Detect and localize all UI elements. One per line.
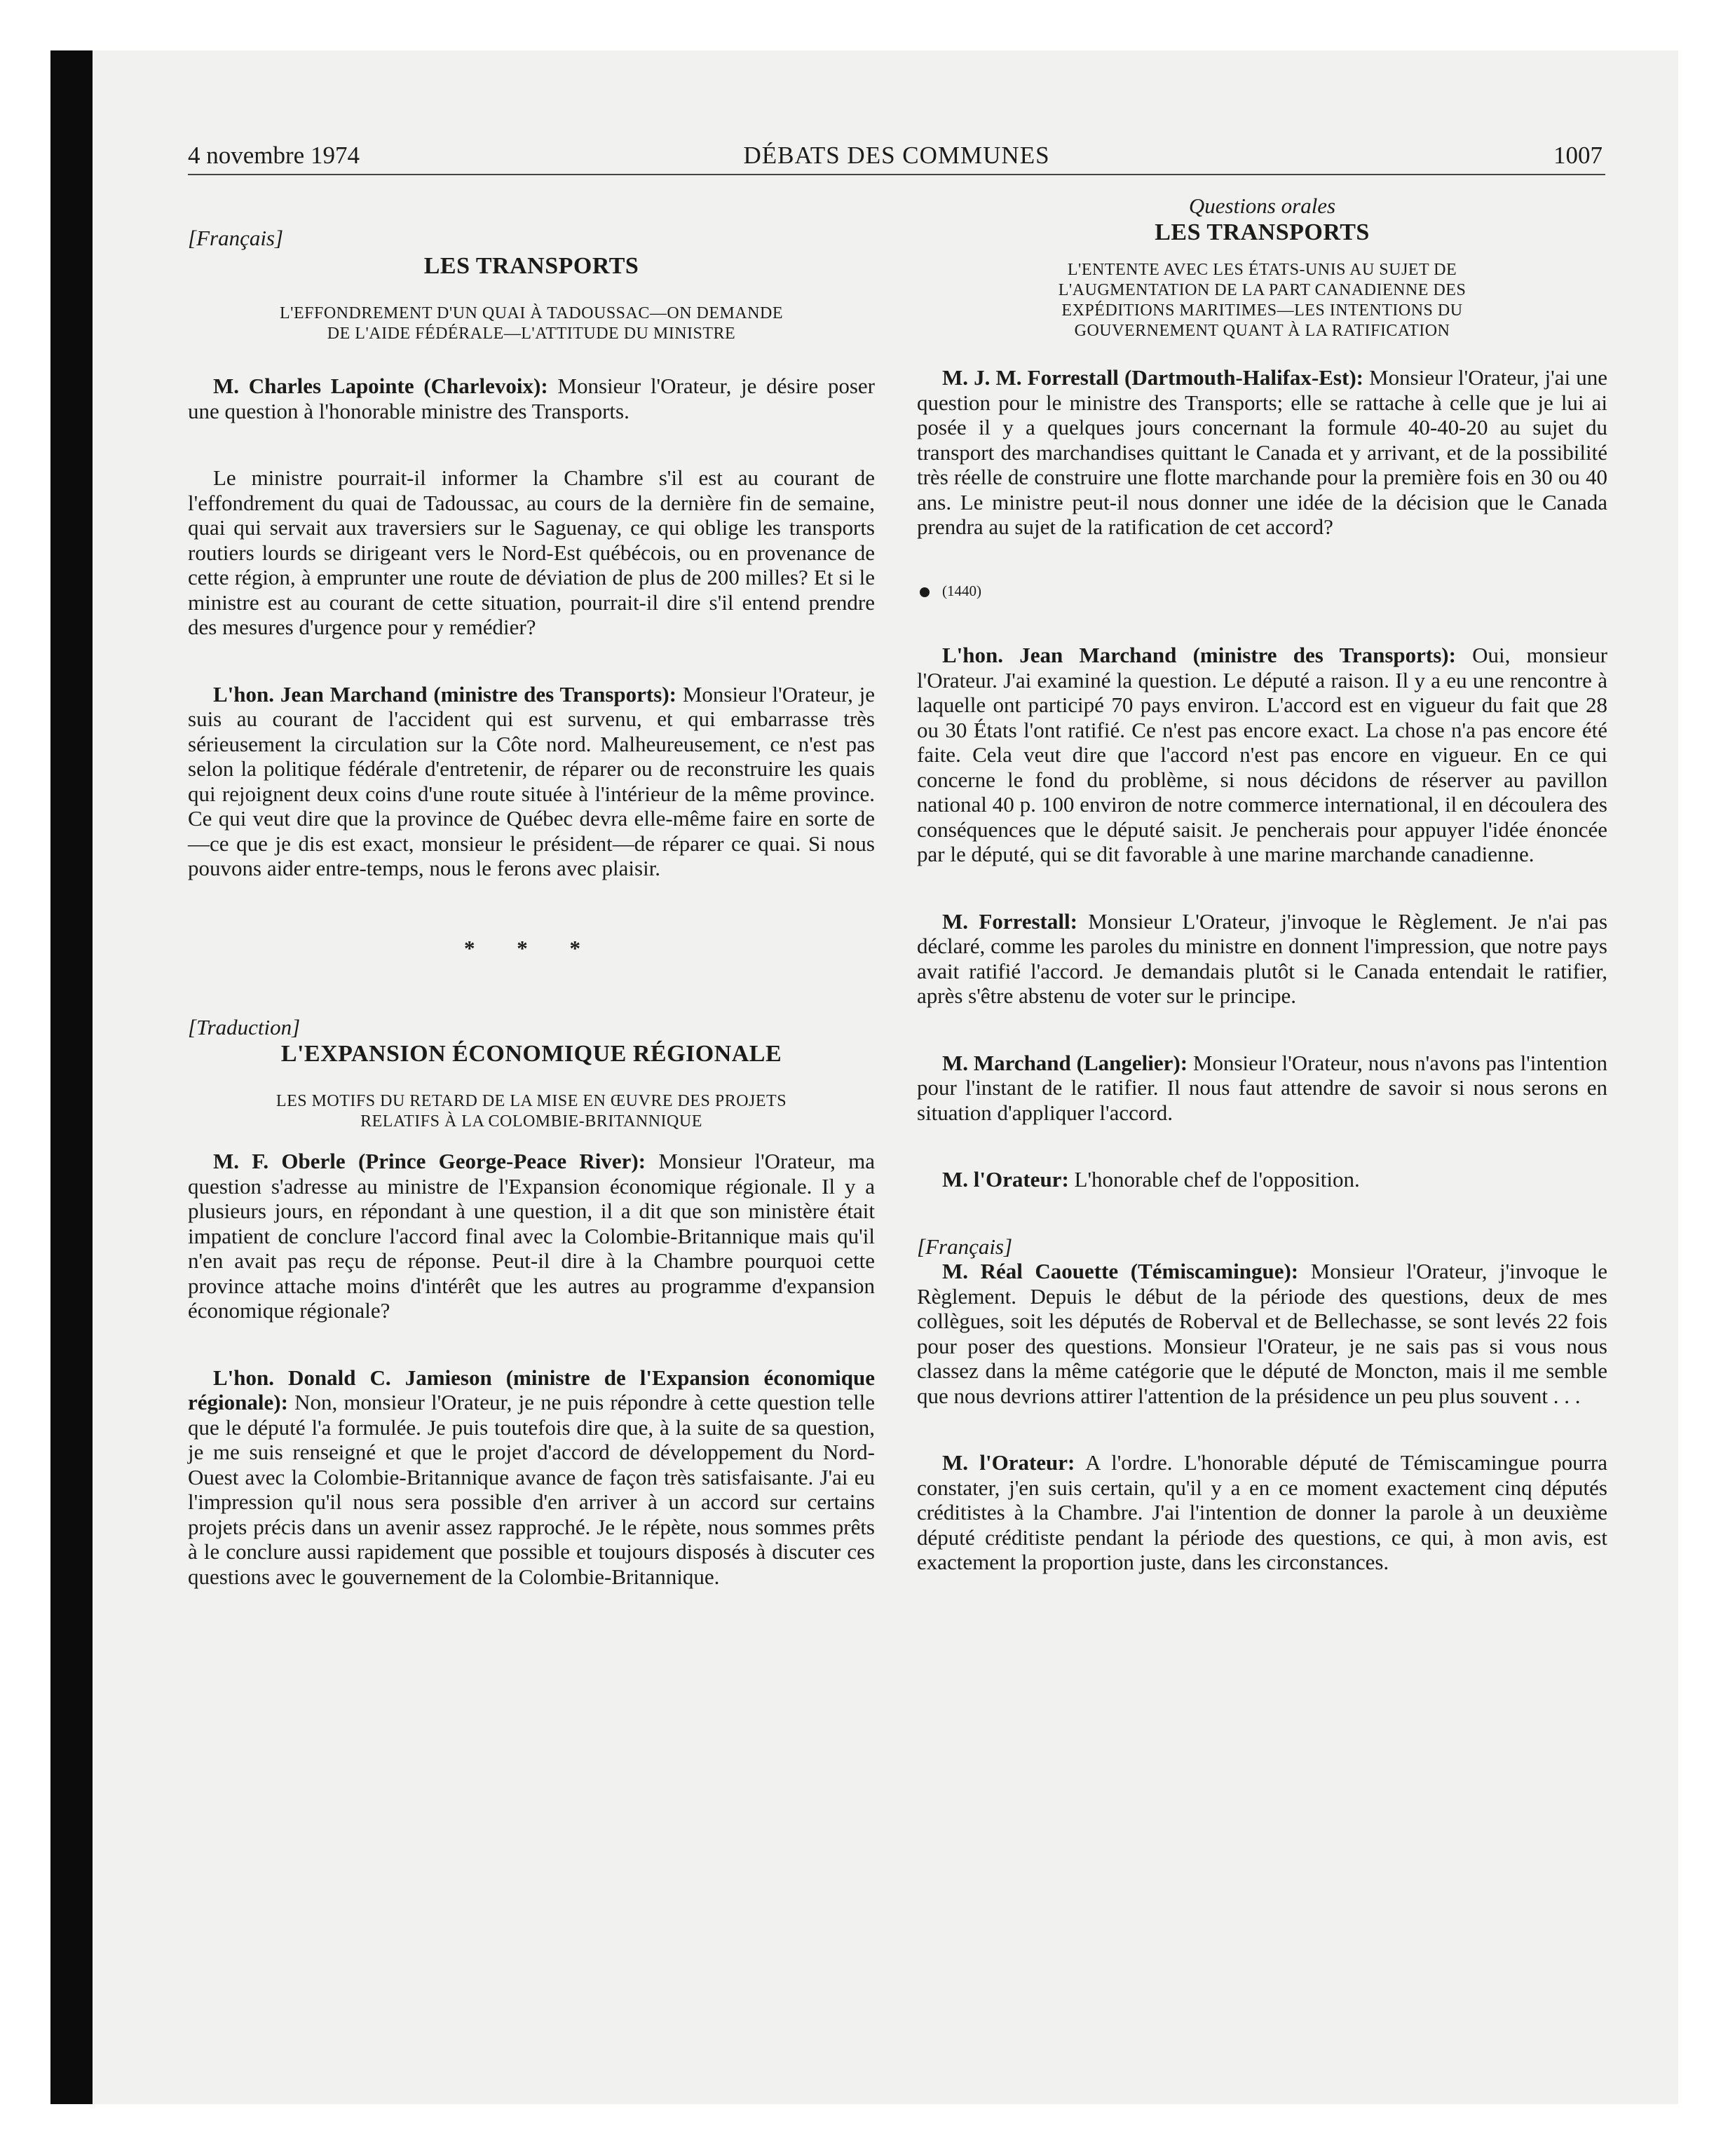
section-separator: * * * bbox=[464, 935, 599, 960]
page-header bbox=[188, 137, 1605, 175]
speaker-name: M. Marchand (Langelier): bbox=[942, 1050, 1188, 1075]
subtitle-line: LES MOTIFS DU RETARD DE LA MISE EN ŒUVRE DES PROJETS bbox=[275, 1092, 787, 1110]
subtitle-line: RELATIFS À LA COLOMBIE-BRITANNIQUE bbox=[360, 1112, 702, 1131]
speech-paragraph bbox=[917, 1450, 1607, 1575]
speaker-name: M. F. Oberle (Prince George-Peace River): bbox=[213, 1149, 646, 1173]
subtitle-line: DE L'AIDE FÉDÉRALE—L'ATTITUDE DU MINISTRE bbox=[327, 325, 736, 343]
time-stamp-text: (1440) bbox=[942, 582, 981, 599]
speech-paragraph bbox=[917, 1051, 1607, 1126]
subtitle-line: L'ENTENTE AVEC LES ÉTATS-UNIS AU SUJET DE bbox=[1067, 261, 1457, 279]
left-column bbox=[188, 188, 875, 1589]
speech-text: Monsieur l'Orateur, ma question s'adresse au ministre de l'Expansion économique régionale. Il y a plusieurs jours, en répondant à une question, il a dit que son ministère était impatient de conclure l'accord final avec la Colombie-Britannique mais qu'il n'en avait pas reçu de réponse. Peut-il dire à la Chambre pourquoi cette province attache moins d'intérêt que les autres au programme d'expansion économique régionale? bbox=[188, 1149, 875, 1323]
speech-text: Monsieur l'Orateur, j'ai une question pour le ministre des Transports; elle se rattache à celle que je lui ai posée il y a quelques jours concernant la formule 40-40-20 au sujet du transport des marchandises quittant le Canada et y arrivant, et de la possibilité très réelle de construire une flotte marchande pour la première fois en 30 ou 40 ans. Le ministre peut-il nous donner une idée de la décision que le Canada prendra au sujet de la ratification de cet accord? bbox=[917, 365, 1607, 539]
subtitle-line: EXPÉDITIONS MARITIMES—LES INTENTIONS DU bbox=[1061, 301, 1463, 320]
speech-text: Le ministre pourrait-il informer la Chambre s'il est au courant de l'effondrement du quai de Tadoussac, au cours de la dernière fin de semaine, quai qui servait aux traversiers sur le Saguenay, ce qui oblige les transports routiers lourds se dirigeant vers le Nord-Est québécois, ou en provenance de cette région, à emprunter une route de déviation de plus de 200 milles? Et si le ministre est au courant de cette situation, pourrait-il dire s'il entend prendre des mesures d'urgence pour y remédier? bbox=[188, 465, 875, 639]
speech-text: Oui, monsieur l'Orateur. J'ai examiné la question. Le député a raison. Il y a eu une rencontre à laquelle ont participé 70 pays environ. L'accord est en vigueur du fait que 28 ou 30 États l'ont ratifié. Ce n'est pas encore exact. La chose n'a pas encore été faite. Cela veut dire que l'accord n'est pas encore en vigueur. En ce qui concerne le fond du problème, si nous décidons de réserver au pavillon national 40 p. 100 environ de notre commerce international, il en découlera des conséquences que le député saisit. Je pencherais pour appuyer l'idée énoncée par le député, qui se dit favorable à une marine marchande canadienne. bbox=[917, 643, 1608, 866]
bullet-icon bbox=[920, 587, 930, 597]
subtitle-line: L'EFFONDREMENT D'UN QUAI À TADOUSSAC—ON DEMANDE bbox=[279, 304, 784, 322]
speech-paragraph bbox=[188, 465, 875, 640]
speech-paragraph bbox=[917, 1167, 1607, 1192]
speech-paragraph bbox=[188, 1365, 875, 1590]
speech-text: Monsieur l'Orateur, je suis au courant de l'accident qui est survenu, et qui embarrasse très sérieusement la circulation sur la Côte nord. Malheureusement, ce n'est pas selon la politique fédérale d'entretenir, de réparer ou de reconstruire les quais qui rejoignent deux coins d'une route située à l'intérieur de la même province. Ce qui veut dire que la province de Québec devra elle-même faire en sorte de—ce que je dis est exact, monsieur le président—de réparer ce quai. Si nous pouvons aider entre-temps, nous le ferons avec plaisir. bbox=[188, 681, 876, 880]
speech-paragraph bbox=[917, 909, 1607, 1009]
speech-paragraph bbox=[917, 365, 1607, 540]
speech-paragraph bbox=[917, 643, 1607, 867]
subtitle-line: L'AUGMENTATION DE LA PART CANADIENNE DES bbox=[1058, 281, 1467, 299]
speech-paragraph bbox=[917, 1259, 1607, 1408]
speaker-name: L'hon. Donald C. Jamieson (ministre de l'Expansion économique régionale): bbox=[188, 1365, 875, 1414]
speech-text: L'honorable chef de l'opposition. bbox=[1074, 1167, 1360, 1192]
speech-text: Monsieur l'Orateur, je désire poser une question à l'honorable ministre des Transports. bbox=[188, 374, 876, 423]
speech-text: Non, monsieur l'Orateur, je ne puis répondre à cette question telle que le député l'a formulée. Je puis toutefois dire que, à la suite de sa question, je me suis renseigné et que le projet d'accord de développement du Nord-Ouest avec la Colombie-Britannique avance de façon très satisfaisante. J'ai eu l'impression qu'il nous sera possible d'en arriver à un accord sur certains projets précis dans un avenir assez rapproché. Je le répète, nous sommes prêts à le conclure aussi rapidement que possible et toujours disposés à discuter ces questions avec le gouvernement de la Colombie-Britannique. bbox=[188, 1390, 876, 1589]
right-column bbox=[917, 188, 1607, 1575]
speech-paragraph bbox=[188, 1149, 875, 1323]
speech-paragraph bbox=[188, 374, 875, 423]
section-title: LES TRANSPORTS bbox=[1155, 219, 1370, 245]
language-tag: [Traduction] bbox=[188, 1015, 301, 1039]
page-number: 1007 bbox=[1553, 142, 1603, 169]
speaker-name: L'hon. Jean Marchand (ministre des Transports): bbox=[213, 681, 676, 707]
speech-text: Monsieur l'Orateur, nous n'avons pas l'intention pour l'instant de le ratifier. Il nous faut attendre de savoir si nous serons en situation d'appliquer l'accord. bbox=[917, 1050, 1607, 1125]
section-subtitle bbox=[188, 303, 875, 344]
section-title: L'EXPANSION ÉCONOMIQUE RÉGIONALE bbox=[280, 1040, 782, 1067]
speech-paragraph bbox=[188, 682, 875, 881]
section-title: LES TRANSPORTS bbox=[423, 252, 639, 279]
language-tag: [Français] bbox=[917, 1234, 1013, 1259]
speaker-name: L'hon. Jean Marchand (ministre des Transports): bbox=[942, 643, 1456, 667]
header-title: DÉBATS DES COMMUNES bbox=[743, 142, 1050, 169]
speaker-name: M. l'Orateur: bbox=[942, 1167, 1069, 1192]
section-label: Questions orales bbox=[1188, 193, 1336, 218]
speaker-name: M. J. M. Forrestall (Dartmouth-Halifax-Est): bbox=[942, 365, 1363, 390]
time-stamp bbox=[917, 579, 1607, 604]
speaker-name: M. l'Orateur: bbox=[942, 1450, 1075, 1475]
speaker-name: M. Charles Lapointe (Charlevoix): bbox=[213, 374, 548, 398]
speech-text: A l'ordre. L'honorable député de Témiscamingue pourra constater, j'en suis certain, qu'il y a en ce moment exactement cinq députés créditistes à la Chambre. J'ai l'intention de donner la parole à un deuxième député créditiste pendant la période des questions, ce qui, à mon avis, est exactement la proportion juste, dans les circonstances. bbox=[917, 1450, 1608, 1574]
header-date: 4 novembre 1974 bbox=[188, 142, 360, 169]
speaker-name: M. Réal Caouette (Témiscamingue): bbox=[942, 1259, 1299, 1283]
speech-text: Monsieur l'Orateur, j'invoque le Règlement. Depuis le début de la période des questions, deux de mes collègues, soit les députés de Roberval et de Bellechasse, se sont levés 22 fois pour poser des questions. Monsieur l'Orateur, je ne sais pas si vous nous classez dans la même catégorie que le député de Moncton, mais il me semble que nous devrions attirer l'attention de la présidence un peu plus souvent . . . bbox=[917, 1259, 1608, 1408]
language-tag: [Français] bbox=[188, 226, 284, 250]
speech-text: Monsieur L'Orateur, j'invoque le Règlement. Je n'ai pas déclaré, comme les paroles du ministre en donnent l'impression, que notre pays avait ratifié l'accord. Je demandais plutôt si le Canada entendait le ratifier, après s'être abstenu de voter sur le principe. bbox=[917, 908, 1608, 1008]
section-subtitle bbox=[188, 1091, 875, 1132]
subtitle-line: GOUVERNEMENT QUANT À LA RATIFICATION bbox=[1074, 322, 1450, 340]
speaker-name: M. Forrestall: bbox=[942, 908, 1077, 934]
section-subtitle bbox=[917, 260, 1607, 341]
